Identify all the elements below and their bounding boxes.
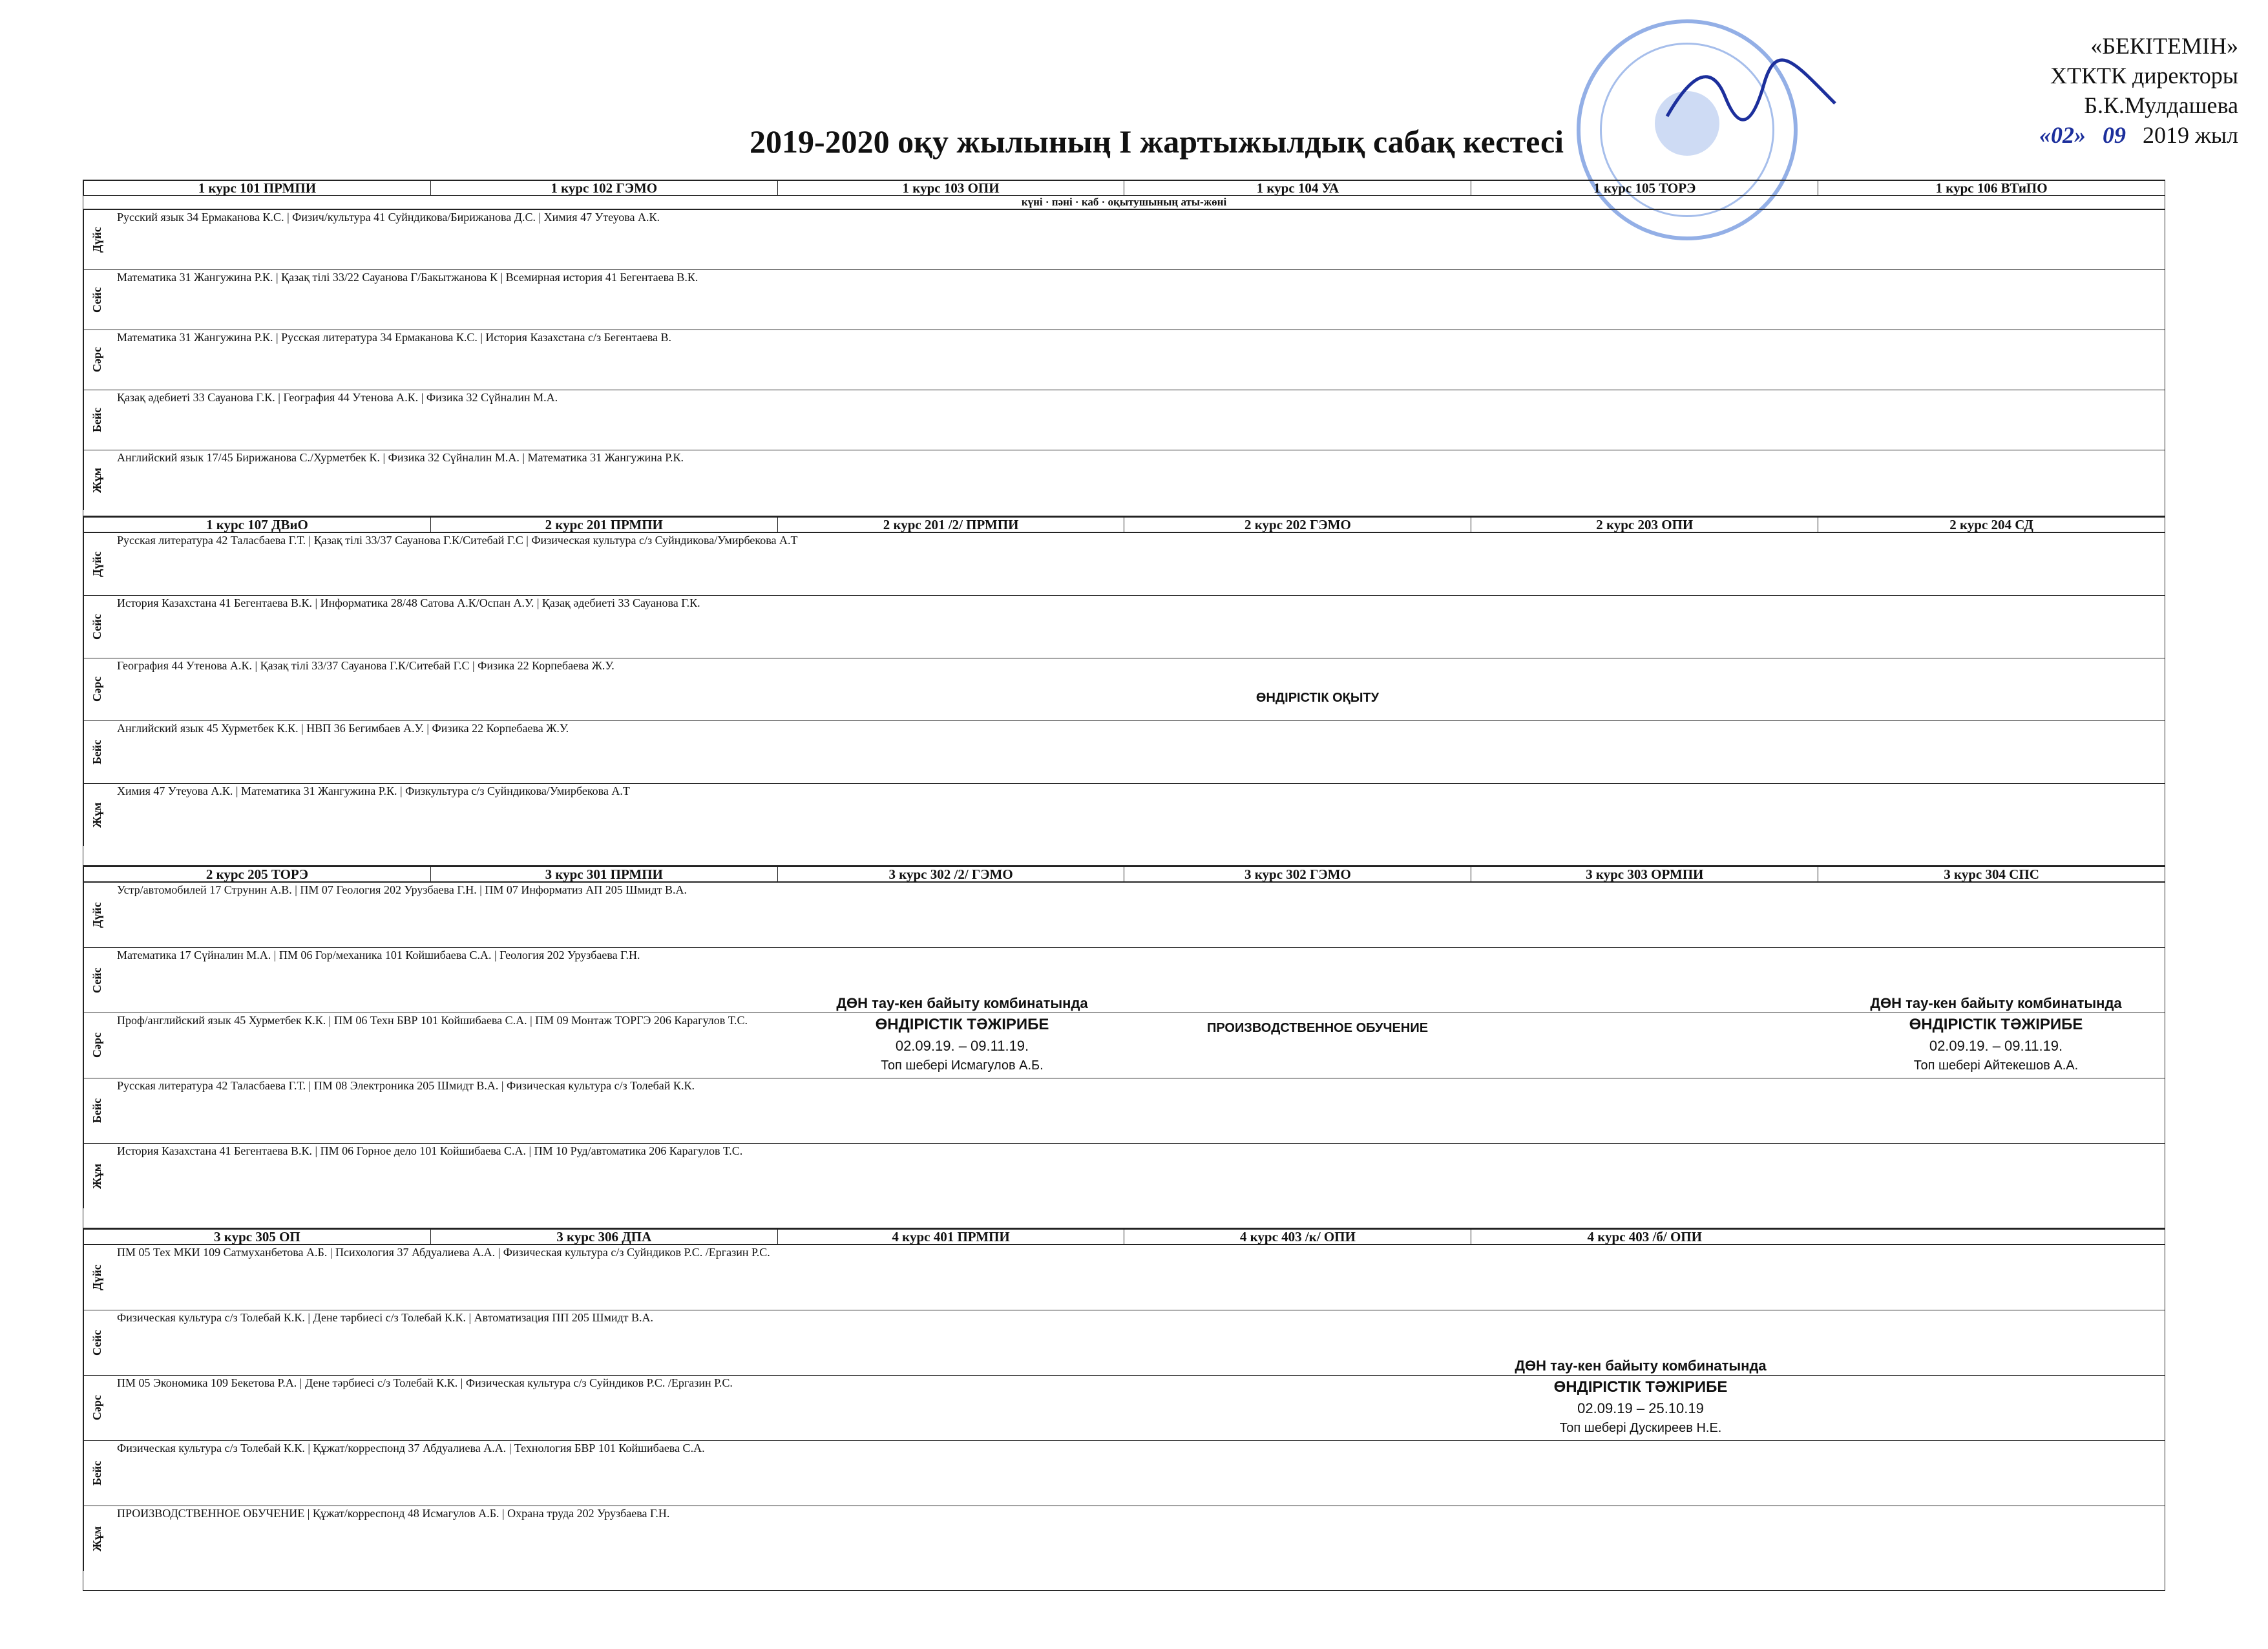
day-label: Сейс [83,948,110,1013]
day-block [83,330,2165,390]
group-title: 2 курс 204 СД [1818,518,2165,532]
group-title: 2 курс 205 ТОРЭ [83,867,430,881]
training-note: ӨНДІРІСТІК ОҚЫТУ [1255,691,1380,705]
approval-year: 2019 жыл [2142,122,2238,148]
day-label: Бейс [83,721,110,783]
industrial-practice-note [794,995,1130,1073]
group-title: 1 курс 101 ПРМПИ [83,181,430,195]
day-block [83,1078,2165,1143]
group-title: 1 курс 103 ОПИ [777,181,1124,195]
group-header-row [83,1228,2165,1245]
approval-month: 09 [2102,122,2126,148]
day-label: Сәрс [83,1376,110,1440]
day-block [83,1506,2165,1571]
day-block [83,1375,2165,1440]
lesson-entries: Проф/английский язык 45 Хурметбек К.К. | ПМ 06 Техн БВР 101 Койшибаева С.А. | ПМ 09 Монтаж ТОРГЭ 206 Карагулов Т.С. [117,1014,748,1027]
group-title: 2 курс 203 ОПИ [1471,518,1818,532]
training-note: ПРОИЗВОДСТВЕННОЕ ОБУЧЕНИЕ [1206,1021,1429,1035]
schedule-section [83,1228,2165,1591]
day-label: Жұм [83,1144,110,1208]
lesson-entries: Русский язык 34 Ермаканова К.С. | Физич/культура 41 Суйндикова/Бирижанова Д.С. | Химия 47 Утеуова А.К. [117,211,660,224]
day-block [83,783,2165,846]
lesson-entries: Математика 31 Жангужина Р.К. | Русская литература 34 Ермаканова К.С. | История Казахстана с/з Бегентаева В. [117,331,671,344]
day-label: Сәрс [83,1013,110,1078]
lesson-entries: Математика 17 Сүйналин М.А. | ПМ 06 Гор/механика 101 Койшибаева С.А. | Геология 202 Урузбаева Г.Н. [117,949,640,961]
approval-position: ХТКТК директоры [2050,63,2238,89]
day-label: Жұм [83,450,110,510]
day-block [83,658,2165,720]
practice-p2: ӨНДІРІСТІК ТӘЖІРИБЕ [875,1016,1049,1033]
lesson-entries: Қазақ әдебиеті 33 Сауанова Г.К. | География 44 Утенова А.К. | Физика 32 Сүйналин М.А. [117,391,558,404]
practice-p1: ДӨН тау-кен байыту комбинатында [1515,1358,1767,1374]
column-header: күні · пәні · каб · оқытушының аты-жөні [83,196,2165,209]
practice-p2: ӨНДІРІСТІК ТӘЖІРИБЕ [1553,1378,1728,1396]
lesson-entries: Английский язык 45 Хурметбек К.К. | НВП 36 Бегимбаев А.У. | Физика 22 Корпебаева Ж.У. [117,722,569,735]
day-block [83,1245,2165,1310]
approval-date [1876,120,2238,150]
day-block [83,1143,2165,1208]
approval-block [1876,31,2238,150]
lesson-entries: История Казахстана 41 Бегентаева В.К. | Информатика 28/48 Сатова А.К/Оспан А.У. | Қазақ әдебиеті 33 Сауанова Г.К. [117,596,700,609]
group-title: 3 курс 302 /2/ ГЭМО [777,867,1124,881]
group-header-row [83,180,2165,196]
day-block [83,720,2165,783]
schedule-table [83,180,2165,1630]
industrial-practice-note [1473,1358,1809,1436]
lesson-entries: ПРОИЗВОДСТВЕННОЕ ОБУЧЕНИЕ | Құжат/корреспонд 48 Исмагулов А.Б. | Охрана труда 202 Урузбаева Г.Н. [117,1507,670,1520]
day-block [83,595,2165,658]
day-label: Бейс [83,390,110,450]
day-label: Дүйс [83,883,110,947]
day-label: Дүйс [83,1245,110,1310]
group-title: 2 курс 202 ГЭМО [1124,518,1471,532]
group-title: 2 курс 201 ПРМПИ [430,518,777,532]
group-title: 1 курс 106 ВТиПО [1818,181,2165,195]
approval-title: «БЕКІТЕМІН» [2090,33,2238,59]
day-block [83,450,2165,510]
day-label: Жұм [83,784,110,846]
practice-p1: ДӨН тау-кен байыту комбинатында [1870,995,2122,1011]
practice-p4: Топ шебері Айтекешов А.А. [1913,1058,2079,1073]
group-title: 3 курс 301 ПРМПИ [430,867,777,881]
lesson-entries: ПМ 05 Тех МКИ 109 Сатмуханбетова А.Б. | Психология 37 Абдуалиева А.А. | Физическая культура с/з Суйндиков Р.С. /Ергазин Р.С. [117,1246,770,1259]
lesson-entries: Физическая культура с/з Толебай К.К. | Құжат/корреспонд 37 Абдуалиева А.А. | Технология БВР 101 Койшибаева С.А. [117,1442,705,1455]
lesson-entries: История Казахстана 41 Бегентаева В.К. | ПМ 06 Горное дело 101 Койшибаева С.А. | ПМ 10 Руд/автоматика 206 Карагулов Т.С. [117,1144,743,1157]
practice-p3: 02.09.19. – 09.11.19. [1929,1038,2063,1054]
day-block [83,882,2165,947]
practice-p2: ӨНДІРІСТІК ТӘЖІРИБЕ [1909,1016,2083,1033]
day-block [83,209,2165,269]
group-header-row [83,516,2165,532]
practice-p4: Топ шебері Дускиреев Н.Е. [1559,1421,1722,1435]
group-title: 2 курс 201 /2/ ПРМПИ [777,518,1124,532]
day-label: Сейс [83,270,110,330]
industrial-practice-note [1828,995,2164,1073]
lesson-entries: Русская литература 42 Таласбаева Г.Т. | ПМ 08 Электроника 205 Шмидт В.А. | Физическая культура с/з Толебай К.К. [117,1079,695,1092]
group-title: 4 курс 401 ПРМПИ [777,1230,1124,1244]
signature-icon [1654,58,1848,136]
schedule-section [83,866,2165,1228]
day-label: Сейс [83,596,110,658]
group-title: 4 курс 403 /к/ ОПИ [1124,1230,1471,1244]
schedule-section [83,516,2165,866]
group-title: 3 курс 306 ДПА [430,1230,777,1244]
approval-name: Б.К.Мулдашева [2084,92,2238,118]
group-title: 3 курс 304 СПС [1818,867,2165,881]
approval-day: «02» [2039,122,2086,148]
day-block [83,269,2165,330]
group-title: 1 курс 107 ДВиО [83,518,430,532]
practice-p4: Топ шебері Исмагулов А.Б. [881,1058,1044,1073]
day-label: Жұм [83,1506,110,1571]
group-title: 1 курс 102 ГЭМО [430,181,777,195]
lesson-entries: Устр/автомобилей 17 Струнин А.В. | ПМ 07 Геология 202 Урузбаева Г.Н. | ПМ 07 Информатиз АП 205 Шмидт В.А. [117,883,687,896]
day-label: Сейс [83,1310,110,1375]
group-title: 1 курс 105 ТОРЭ [1471,181,1818,195]
practice-p3: 02.09.19. – 09.11.19. [895,1038,1029,1054]
day-block [83,532,2165,595]
lesson-entries: Математика 31 Жангужина Р.К. | Қазақ тілі 33/22 Сауанова Г/Бакытжанова К | Всемирная история 41 Бегентаева В.К. [117,271,698,284]
lesson-entries: Физическая культура с/з Толебай К.К. | Дене тәрбиесі с/з Толебай К.К. | Автоматизация ПП 205 Шмидт В.А. [117,1311,654,1324]
lesson-entries: Химия 47 Утеуова А.К. | Математика 31 Жангужина Р.К. | Физкультура с/з Суйндикова/Умирбекова А.Т [117,784,630,797]
group-title: 3 курс 303 ОРМПИ [1471,867,1818,881]
day-block [83,1310,2165,1375]
day-label: Сәрс [83,658,110,720]
lesson-entries: ПМ 05 Экономика 109 Бекетова Р.А. | Дене тәрбиесі с/з Толебай К.К. | Физическая культура с/з Суйндиков Р.С. /Ергазин Р.С. [117,1376,733,1389]
practice-p3: 02.09.19 – 25.10.19 [1577,1400,1704,1416]
day-block [83,390,2165,450]
practice-p1: ДӨН тау-кен байыту комбинатында [836,995,1088,1011]
day-label: Дүйс [83,210,110,269]
lesson-entries: Русская литература 42 Таласбаева Г.Т. | Қазақ тілі 33/37 Сауанова Г.К/Ситебай Г.С | Физическая культура с/з Суйндикова/Умирбекова А.Т [117,534,798,547]
group-title: 3 курс 305 ОП [83,1230,430,1244]
day-label: Сәрс [83,330,110,390]
group-title: 4 курс 403 /б/ ОПИ [1471,1230,1818,1244]
page-title: 2019-2020 оқу жылының І жартыжылдық сабақ кестесі [750,123,1564,160]
group-header-row [83,866,2165,882]
day-block [83,1440,2165,1506]
schedule-section [83,180,2165,516]
day-label: Дүйс [83,533,110,595]
day-label: Бейс [83,1441,110,1506]
day-label: Бейс [83,1078,110,1143]
lesson-entries: География 44 Утенова А.К. | Қазақ тілі 33/37 Сауанова Г.К/Ситебай Г.С | Физика 22 Корпебаева Ж.У. [117,659,614,672]
group-title: 1 курс 104 УА [1124,181,1471,195]
lesson-entries: Английский язык 17/45 Бирижанова С./Хурметбек К. | Физика 32 Сүйналин М.А. | Математика 31 Жангужина Р.К. [117,451,684,464]
group-title: 3 курс 302 ГЭМО [1124,867,1471,881]
